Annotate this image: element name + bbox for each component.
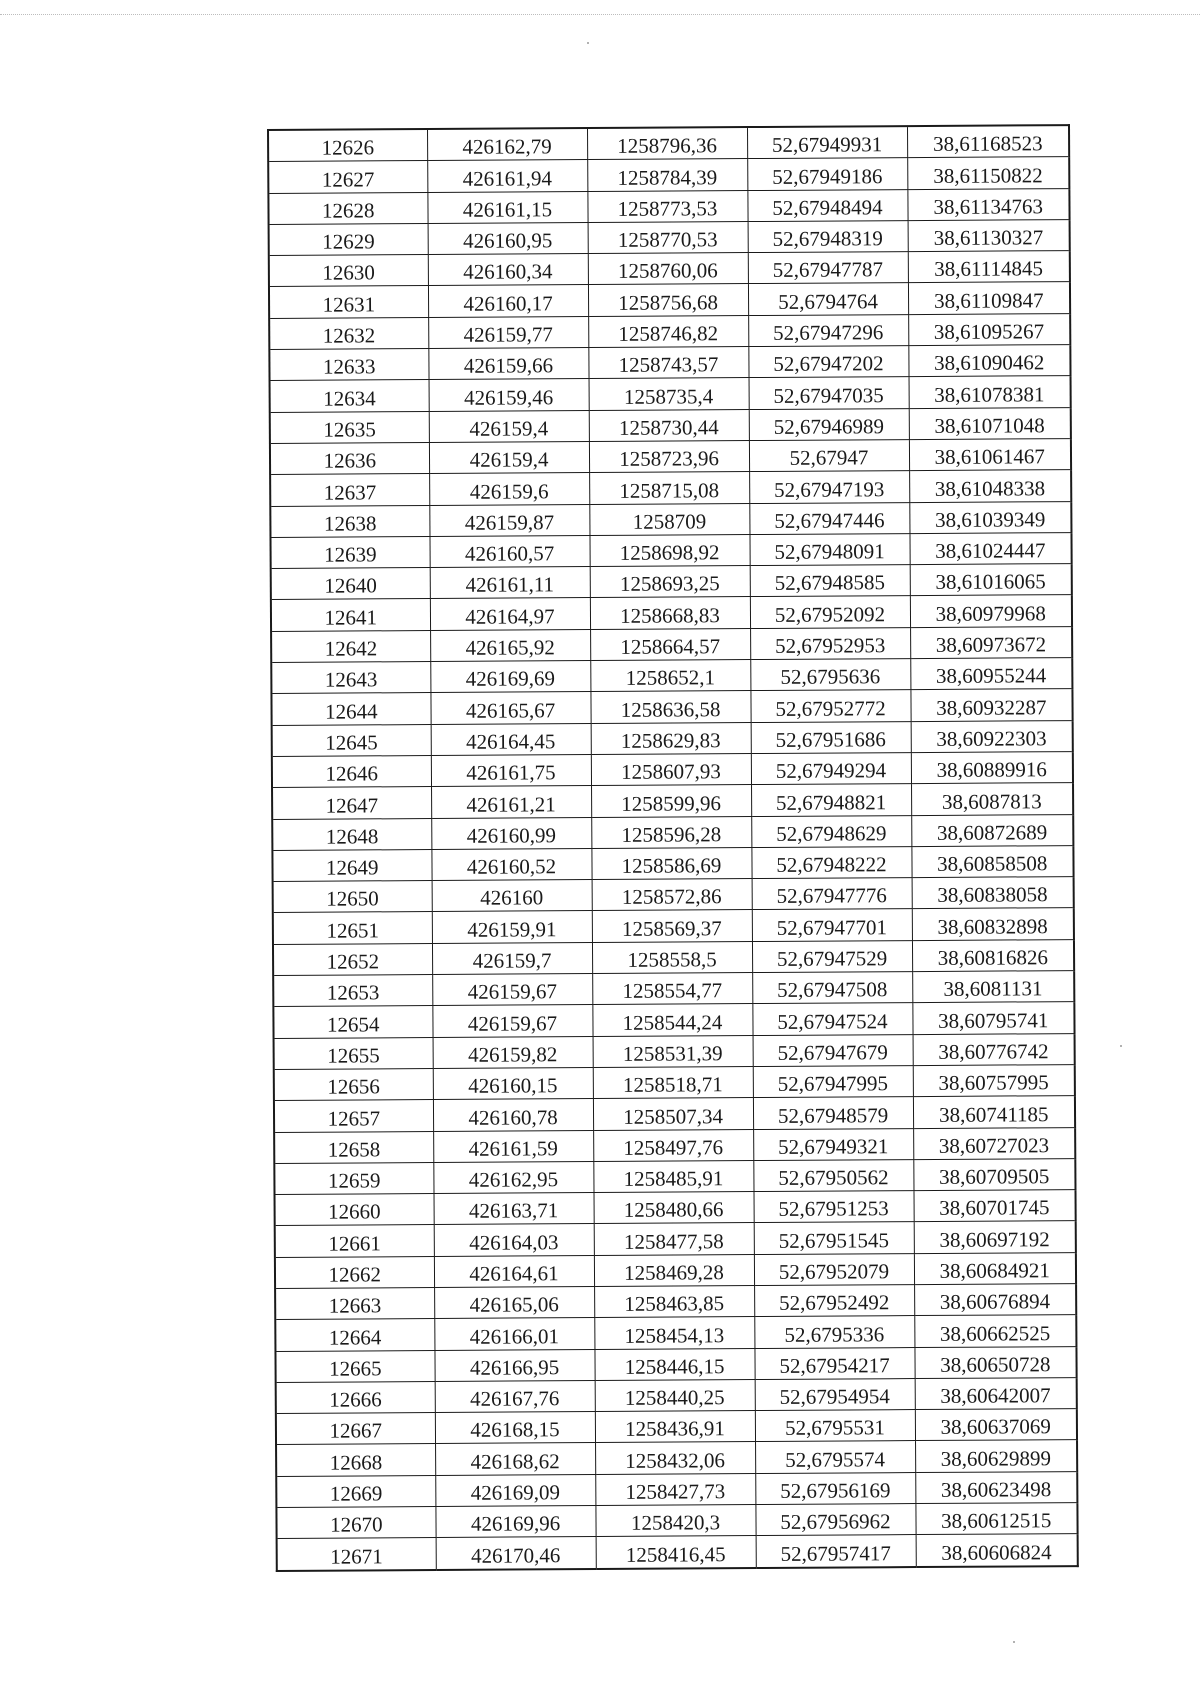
latitude-cell: 52,67951545 bbox=[754, 1222, 914, 1254]
x-coordinate-cell: 426164,61 bbox=[434, 1255, 594, 1287]
longitude-cell: 38,60727023 bbox=[913, 1127, 1075, 1159]
y-coordinate-cell: 1258586,69 bbox=[591, 847, 751, 879]
x-coordinate-cell: 426159,4 bbox=[429, 410, 589, 442]
x-coordinate-cell: 426170,46 bbox=[436, 1537, 596, 1570]
latitude-cell: 52,67954217 bbox=[754, 1347, 914, 1379]
longitude-cell: 38,61134763 bbox=[907, 188, 1069, 220]
longitude-cell: 38,61095267 bbox=[908, 313, 1070, 345]
point-number-cell: 12630 bbox=[269, 255, 428, 287]
latitude-cell: 52,67952953 bbox=[750, 627, 910, 659]
longitude-cell: 38,61078381 bbox=[909, 376, 1071, 408]
longitude-cell: 38,60838058 bbox=[912, 877, 1074, 909]
y-coordinate-cell: 1258652,1 bbox=[590, 660, 750, 692]
table-row bbox=[276, 1440, 1077, 1476]
latitude-cell: 52,67947035 bbox=[749, 377, 909, 409]
table-row bbox=[272, 783, 1073, 819]
point-number-cell: 12656 bbox=[274, 1068, 433, 1100]
latitude-cell: 52,67948091 bbox=[749, 533, 909, 565]
latitude-cell: 52,67957417 bbox=[756, 1535, 916, 1568]
x-coordinate-cell: 426159,66 bbox=[428, 348, 588, 380]
y-coordinate-cell: 1258544,24 bbox=[592, 1004, 752, 1036]
x-coordinate-cell: 426164,97 bbox=[430, 598, 590, 630]
longitude-cell: 38,60741185 bbox=[913, 1096, 1075, 1128]
latitude-cell: 52,67947701 bbox=[752, 909, 912, 941]
x-coordinate-cell: 426164,03 bbox=[434, 1224, 594, 1256]
point-number-cell: 12628 bbox=[268, 192, 427, 224]
point-number-cell: 12642 bbox=[271, 630, 430, 662]
y-coordinate-cell: 1258596,28 bbox=[591, 816, 751, 848]
x-coordinate-cell: 426161,15 bbox=[427, 191, 587, 223]
point-number-cell: 12653 bbox=[273, 975, 432, 1007]
x-coordinate-cell: 426160,15 bbox=[433, 1067, 593, 1099]
table-row bbox=[274, 1158, 1075, 1194]
latitude-cell: 52,67949931 bbox=[747, 126, 907, 159]
latitude-cell: 52,67947446 bbox=[749, 502, 909, 534]
y-coordinate-cell: 1258796,36 bbox=[587, 127, 747, 160]
y-coordinate-cell: 1258760,06 bbox=[588, 253, 748, 285]
coordinates-table-container bbox=[267, 124, 1077, 1572]
longitude-cell: 38,61090462 bbox=[908, 345, 1070, 377]
point-number-cell: 12671 bbox=[277, 1538, 436, 1571]
point-number-cell: 12638 bbox=[270, 505, 429, 537]
latitude-cell: 52,67947787 bbox=[748, 252, 908, 284]
table-row bbox=[269, 345, 1070, 381]
longitude-cell: 38,60872689 bbox=[911, 814, 1073, 846]
x-coordinate-cell: 426160 bbox=[432, 880, 592, 912]
x-coordinate-cell: 426159,87 bbox=[429, 504, 589, 536]
point-number-cell: 12654 bbox=[273, 1006, 432, 1038]
y-coordinate-cell: 1258416,45 bbox=[596, 1536, 756, 1569]
y-coordinate-cell: 1258446,15 bbox=[594, 1348, 754, 1380]
y-coordinate-cell: 1258507,34 bbox=[593, 1098, 753, 1130]
table-row bbox=[269, 313, 1070, 349]
table-row bbox=[276, 1409, 1077, 1445]
x-coordinate-cell: 426160,17 bbox=[428, 285, 588, 317]
point-number-cell: 12665 bbox=[275, 1350, 434, 1382]
table-row bbox=[270, 501, 1071, 537]
table-row bbox=[274, 1033, 1075, 1069]
point-number-cell: 12637 bbox=[270, 474, 429, 506]
longitude-cell: 38,60757995 bbox=[913, 1064, 1075, 1096]
longitude-cell: 38,60637069 bbox=[915, 1409, 1077, 1441]
latitude-cell: 52,67956962 bbox=[755, 1504, 915, 1536]
point-number-cell: 12636 bbox=[270, 442, 429, 474]
y-coordinate-cell: 1258480,66 bbox=[594, 1192, 754, 1224]
table-row bbox=[273, 971, 1074, 1007]
y-coordinate-cell: 1258427,73 bbox=[595, 1473, 755, 1505]
x-coordinate-cell: 426161,21 bbox=[431, 786, 591, 818]
table-row bbox=[271, 626, 1072, 662]
table-row bbox=[268, 188, 1069, 224]
y-coordinate-cell: 1258756,68 bbox=[588, 284, 748, 316]
y-coordinate-cell: 1258730,44 bbox=[589, 409, 749, 441]
table-row bbox=[274, 1096, 1075, 1132]
table-row bbox=[271, 658, 1072, 694]
x-coordinate-cell: 426164,45 bbox=[431, 723, 591, 755]
point-number-cell: 12667 bbox=[276, 1413, 435, 1445]
latitude-cell: 52,67949186 bbox=[747, 158, 907, 190]
latitude-cell: 52,67947202 bbox=[748, 346, 908, 378]
longitude-cell: 38,60676894 bbox=[914, 1284, 1076, 1316]
x-coordinate-cell: 426159,4 bbox=[429, 442, 589, 474]
x-coordinate-cell: 426168,15 bbox=[435, 1412, 595, 1444]
y-coordinate-cell: 1258485,91 bbox=[593, 1160, 753, 1192]
point-number-cell: 12640 bbox=[271, 568, 430, 600]
x-coordinate-cell: 426159,77 bbox=[428, 316, 588, 348]
point-number-cell: 12652 bbox=[273, 943, 432, 975]
latitude-cell: 52,67947508 bbox=[752, 972, 912, 1004]
y-coordinate-cell: 1258477,58 bbox=[594, 1223, 754, 1255]
longitude-cell: 38,6081131 bbox=[912, 971, 1074, 1003]
point-number-cell: 12655 bbox=[274, 1037, 433, 1069]
y-coordinate-cell: 1258432,06 bbox=[595, 1442, 755, 1474]
longitude-cell: 38,60932287 bbox=[910, 689, 1072, 721]
latitude-cell: 52,67948579 bbox=[753, 1097, 913, 1129]
longitude-cell: 38,61024447 bbox=[909, 532, 1071, 564]
y-coordinate-cell: 1258463,85 bbox=[594, 1286, 754, 1318]
y-coordinate-cell: 1258784,39 bbox=[587, 159, 747, 191]
point-number-cell: 12658 bbox=[274, 1131, 433, 1163]
x-coordinate-cell: 426160,99 bbox=[431, 817, 591, 849]
point-number-cell: 12635 bbox=[270, 411, 429, 443]
latitude-cell: 52,67947995 bbox=[753, 1065, 913, 1097]
point-number-cell: 12663 bbox=[275, 1287, 434, 1319]
point-number-cell: 12651 bbox=[273, 912, 432, 944]
latitude-cell: 52,67947 bbox=[749, 440, 909, 472]
latitude-cell: 52,67948319 bbox=[748, 220, 908, 252]
longitude-cell: 38,61071048 bbox=[909, 407, 1071, 439]
latitude-cell: 52,6795336 bbox=[754, 1316, 914, 1348]
point-number-cell: 12646 bbox=[272, 755, 431, 787]
y-coordinate-cell: 1258693,25 bbox=[590, 566, 750, 598]
x-coordinate-cell: 426167,76 bbox=[435, 1380, 595, 1412]
table-row bbox=[269, 282, 1070, 318]
point-number-cell: 12657 bbox=[274, 1100, 433, 1132]
y-coordinate-cell: 1258440,25 bbox=[595, 1379, 755, 1411]
y-coordinate-cell: 1258436,91 bbox=[595, 1411, 755, 1443]
y-coordinate-cell: 1258664,57 bbox=[590, 628, 750, 660]
y-coordinate-cell: 1258698,92 bbox=[589, 534, 749, 566]
x-coordinate-cell: 426161,75 bbox=[431, 754, 591, 786]
x-coordinate-cell: 426160,95 bbox=[428, 222, 588, 254]
point-number-cell: 12662 bbox=[275, 1256, 434, 1288]
y-coordinate-cell: 1258629,83 bbox=[591, 722, 751, 754]
y-coordinate-cell: 1258558,5 bbox=[592, 941, 752, 973]
point-number-cell: 12631 bbox=[269, 286, 428, 318]
x-coordinate-cell: 426159,67 bbox=[432, 1005, 592, 1037]
y-coordinate-cell: 1258715,08 bbox=[589, 472, 749, 504]
y-coordinate-cell: 1258497,76 bbox=[593, 1129, 753, 1161]
latitude-cell: 52,67954954 bbox=[755, 1378, 915, 1410]
x-coordinate-cell: 426166,95 bbox=[434, 1349, 594, 1381]
longitude-cell: 38,61114845 bbox=[908, 251, 1070, 283]
longitude-cell: 38,60889916 bbox=[911, 752, 1073, 784]
x-coordinate-cell: 426160,78 bbox=[433, 1099, 593, 1131]
point-number-cell: 12659 bbox=[274, 1162, 433, 1194]
table-row bbox=[272, 720, 1073, 756]
point-number-cell: 12644 bbox=[271, 693, 430, 725]
longitude-cell: 38,61150822 bbox=[907, 157, 1069, 189]
longitude-cell: 38,61016065 bbox=[910, 564, 1072, 596]
scan-edge-line bbox=[0, 14, 1200, 15]
longitude-cell: 38,61109847 bbox=[908, 282, 1070, 314]
point-number-cell: 12664 bbox=[275, 1319, 434, 1351]
point-number-cell: 12645 bbox=[272, 724, 431, 756]
longitude-cell: 38,60650728 bbox=[914, 1346, 1076, 1378]
point-number-cell: 12661 bbox=[275, 1225, 434, 1257]
latitude-cell: 52,67947193 bbox=[749, 471, 909, 503]
table-row bbox=[277, 1534, 1078, 1571]
table-row bbox=[272, 814, 1073, 850]
table-row bbox=[268, 157, 1069, 193]
table-row bbox=[275, 1190, 1076, 1226]
longitude-cell: 38,60606824 bbox=[916, 1534, 1078, 1567]
x-coordinate-cell: 426159,7 bbox=[432, 942, 592, 974]
y-coordinate-cell: 1258599,96 bbox=[591, 785, 751, 817]
table-row bbox=[270, 532, 1071, 568]
table-row bbox=[274, 1127, 1075, 1163]
table-row bbox=[268, 125, 1069, 162]
y-coordinate-cell: 1258531,39 bbox=[593, 1035, 753, 1067]
longitude-cell: 38,60612515 bbox=[915, 1503, 1077, 1535]
x-coordinate-cell: 426160,52 bbox=[431, 848, 591, 880]
coordinates-table-body bbox=[268, 125, 1078, 1571]
x-coordinate-cell: 426160,57 bbox=[429, 535, 589, 567]
table-row bbox=[275, 1284, 1076, 1320]
table-row bbox=[275, 1252, 1076, 1288]
table-row bbox=[269, 251, 1070, 287]
x-coordinate-cell: 426162,95 bbox=[433, 1161, 593, 1193]
longitude-cell: 38,60832898 bbox=[912, 908, 1074, 940]
point-number-cell: 12641 bbox=[271, 599, 430, 631]
latitude-cell: 52,67956169 bbox=[755, 1472, 915, 1504]
latitude-cell: 52,67952772 bbox=[750, 690, 910, 722]
latitude-cell: 52,6795574 bbox=[755, 1441, 915, 1473]
longitude-cell: 38,60922303 bbox=[911, 720, 1073, 752]
x-coordinate-cell: 426169,69 bbox=[430, 661, 590, 693]
table-row bbox=[276, 1503, 1077, 1539]
y-coordinate-cell: 1258735,4 bbox=[589, 378, 749, 410]
longitude-cell: 38,60955244 bbox=[910, 658, 1072, 690]
table-row bbox=[275, 1315, 1076, 1351]
longitude-cell: 38,61048338 bbox=[909, 470, 1071, 502]
latitude-cell: 52,67948821 bbox=[751, 784, 911, 816]
coordinates-table bbox=[267, 124, 1079, 1572]
longitude-cell: 38,61168523 bbox=[907, 125, 1069, 158]
longitude-cell: 38,60973672 bbox=[910, 626, 1072, 658]
table-row bbox=[273, 908, 1074, 944]
latitude-cell: 52,67948585 bbox=[750, 565, 910, 597]
latitude-cell: 52,67951253 bbox=[754, 1191, 914, 1223]
latitude-cell: 52,67947524 bbox=[752, 1003, 912, 1035]
table-row bbox=[272, 752, 1073, 788]
latitude-cell: 52,67948629 bbox=[751, 815, 911, 847]
table-row bbox=[271, 595, 1072, 631]
latitude-cell: 52,67951686 bbox=[751, 721, 911, 753]
point-number-cell: 12649 bbox=[272, 849, 431, 881]
y-coordinate-cell: 1258773,53 bbox=[587, 190, 747, 222]
scan-speck bbox=[1120, 1045, 1122, 1047]
point-number-cell: 12650 bbox=[273, 881, 432, 913]
point-number-cell: 12666 bbox=[276, 1381, 435, 1413]
latitude-cell: 52,67950562 bbox=[753, 1159, 913, 1191]
y-coordinate-cell: 1258723,96 bbox=[589, 441, 749, 473]
table-row bbox=[273, 1002, 1074, 1038]
x-coordinate-cell: 426169,09 bbox=[435, 1474, 595, 1506]
x-coordinate-cell: 426159,46 bbox=[429, 379, 589, 411]
table-row bbox=[270, 407, 1071, 443]
y-coordinate-cell: 1258746,82 bbox=[588, 315, 748, 347]
y-coordinate-cell: 1258636,58 bbox=[590, 691, 750, 723]
table-row bbox=[274, 1064, 1075, 1100]
longitude-cell: 38,6087813 bbox=[911, 783, 1073, 815]
point-number-cell: 12634 bbox=[270, 380, 429, 412]
x-coordinate-cell: 426166,01 bbox=[434, 1318, 594, 1350]
longitude-cell: 38,60697192 bbox=[914, 1221, 1076, 1253]
table-row bbox=[273, 877, 1074, 913]
latitude-cell: 52,67952079 bbox=[754, 1253, 914, 1285]
latitude-cell: 52,67947776 bbox=[752, 878, 912, 910]
x-coordinate-cell: 426161,11 bbox=[430, 567, 590, 599]
y-coordinate-cell: 1258770,53 bbox=[588, 221, 748, 253]
y-coordinate-cell: 1258607,93 bbox=[591, 753, 751, 785]
point-number-cell: 12643 bbox=[271, 662, 430, 694]
latitude-cell: 52,67952492 bbox=[754, 1285, 914, 1317]
longitude-cell: 38,60642007 bbox=[915, 1377, 1077, 1409]
x-coordinate-cell: 426161,59 bbox=[433, 1130, 593, 1162]
point-number-cell: 12670 bbox=[276, 1507, 435, 1539]
x-coordinate-cell: 426163,71 bbox=[434, 1193, 594, 1225]
table-row bbox=[271, 564, 1072, 600]
point-number-cell: 12639 bbox=[270, 536, 429, 568]
table-row bbox=[272, 845, 1073, 881]
latitude-cell: 52,67948494 bbox=[747, 189, 907, 221]
longitude-cell: 38,60623498 bbox=[915, 1471, 1077, 1503]
point-number-cell: 12647 bbox=[272, 787, 431, 819]
latitude-cell: 52,6795531 bbox=[755, 1410, 915, 1442]
table-row bbox=[270, 439, 1071, 475]
y-coordinate-cell: 1258554,77 bbox=[592, 973, 752, 1005]
table-row bbox=[275, 1221, 1076, 1257]
latitude-cell: 52,67947296 bbox=[748, 314, 908, 346]
point-number-cell: 12669 bbox=[276, 1475, 435, 1507]
y-coordinate-cell: 1258518,71 bbox=[593, 1066, 753, 1098]
longitude-cell: 38,60979968 bbox=[910, 595, 1072, 627]
longitude-cell: 38,60709505 bbox=[913, 1158, 1075, 1190]
longitude-cell: 38,60858508 bbox=[911, 845, 1073, 877]
x-coordinate-cell: 426160,34 bbox=[428, 254, 588, 286]
point-number-cell: 12626 bbox=[268, 129, 427, 162]
longitude-cell: 38,61130327 bbox=[908, 219, 1070, 251]
y-coordinate-cell: 1258454,13 bbox=[594, 1317, 754, 1349]
point-number-cell: 12633 bbox=[269, 349, 428, 381]
latitude-cell: 52,67947529 bbox=[752, 940, 912, 972]
longitude-cell: 38,61061467 bbox=[909, 439, 1071, 471]
latitude-cell: 52,67949294 bbox=[751, 753, 911, 785]
point-number-cell: 12660 bbox=[275, 1194, 434, 1226]
x-coordinate-cell: 426159,82 bbox=[433, 1036, 593, 1068]
latitude-cell: 52,67948222 bbox=[751, 846, 911, 878]
table-row bbox=[269, 219, 1070, 255]
longitude-cell: 38,60662525 bbox=[914, 1315, 1076, 1347]
longitude-cell: 38,60795741 bbox=[912, 1002, 1074, 1034]
x-coordinate-cell: 426159,6 bbox=[429, 473, 589, 505]
longitude-cell: 38,61039349 bbox=[909, 501, 1071, 533]
table-row bbox=[270, 470, 1071, 506]
point-number-cell: 12632 bbox=[269, 317, 428, 349]
y-coordinate-cell: 1258709 bbox=[589, 503, 749, 535]
point-number-cell: 12668 bbox=[276, 1444, 435, 1476]
longitude-cell: 38,60776742 bbox=[913, 1033, 1075, 1065]
x-coordinate-cell: 426162,79 bbox=[427, 128, 587, 161]
point-number-cell: 12648 bbox=[272, 818, 431, 850]
y-coordinate-cell: 1258569,37 bbox=[592, 910, 752, 942]
x-coordinate-cell: 426165,92 bbox=[430, 629, 590, 661]
x-coordinate-cell: 426169,96 bbox=[435, 1506, 595, 1538]
table-row bbox=[276, 1377, 1077, 1413]
latitude-cell: 52,6794764 bbox=[748, 283, 908, 315]
x-coordinate-cell: 426165,06 bbox=[434, 1287, 594, 1319]
longitude-cell: 38,60701745 bbox=[913, 1190, 1075, 1222]
y-coordinate-cell: 1258743,57 bbox=[588, 347, 748, 379]
longitude-cell: 38,60816826 bbox=[912, 939, 1074, 971]
latitude-cell: 52,6795636 bbox=[750, 659, 910, 691]
scan-speck bbox=[587, 42, 589, 44]
y-coordinate-cell: 1258668,83 bbox=[590, 597, 750, 629]
longitude-cell: 38,60629899 bbox=[915, 1440, 1077, 1472]
latitude-cell: 52,67946989 bbox=[749, 408, 909, 440]
y-coordinate-cell: 1258420,3 bbox=[595, 1505, 755, 1537]
point-number-cell: 12629 bbox=[269, 223, 428, 255]
x-coordinate-cell: 426159,91 bbox=[432, 911, 592, 943]
latitude-cell: 52,67949321 bbox=[753, 1128, 913, 1160]
table-row bbox=[276, 1471, 1077, 1507]
table-row bbox=[275, 1346, 1076, 1382]
longitude-cell: 38,60684921 bbox=[914, 1252, 1076, 1284]
x-coordinate-cell: 426159,67 bbox=[432, 974, 592, 1006]
table-row bbox=[270, 376, 1071, 412]
x-coordinate-cell: 426161,94 bbox=[427, 160, 587, 192]
table-row bbox=[273, 939, 1074, 975]
x-coordinate-cell: 426165,67 bbox=[430, 692, 590, 724]
latitude-cell: 52,67952092 bbox=[750, 596, 910, 628]
scan-speck bbox=[1013, 1641, 1015, 1643]
table-row bbox=[271, 689, 1072, 725]
latitude-cell: 52,67947679 bbox=[753, 1034, 913, 1066]
y-coordinate-cell: 1258572,86 bbox=[592, 879, 752, 911]
y-coordinate-cell: 1258469,28 bbox=[594, 1254, 754, 1286]
x-coordinate-cell: 426168,62 bbox=[435, 1443, 595, 1475]
point-number-cell: 12627 bbox=[268, 161, 427, 193]
